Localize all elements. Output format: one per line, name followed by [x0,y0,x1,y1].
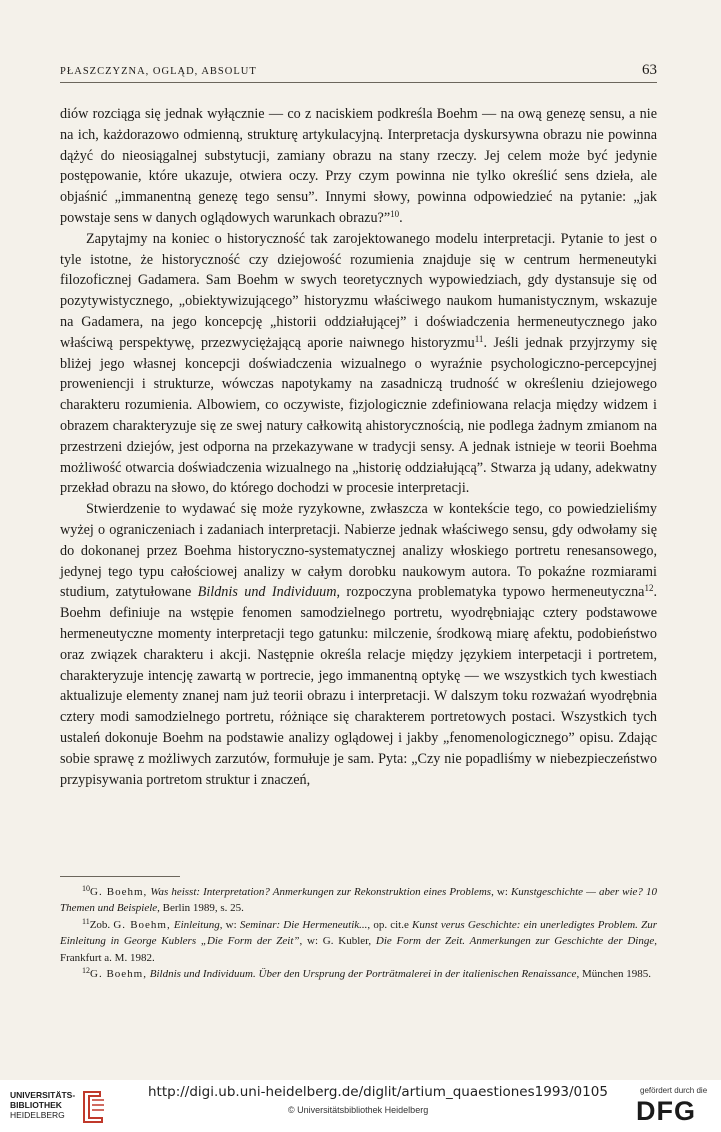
page-number: 63 [642,62,657,78]
footnote-rest: , Frankfurt a. M. 1982. [60,935,657,964]
paragraph-1 [60,104,657,229]
footnote-title: Einleitung [173,918,220,931]
footnotes [60,884,657,982]
dfg-logo[interactable] [634,1086,712,1128]
footnote-10 [60,884,657,917]
footnote-ref-10[interactable]: 10 [390,208,400,219]
library-logo[interactable] [10,1088,125,1128]
paragraph-3-text-a: Stwierdzenie to wydawać się może ryzykowne, zwłaszcza w kontekście tego, co powiedzieliśmy wyżej o ograniczeniach i zadaniach interpretacji. Nabierze jednak właściwego sensu, gdy odwołamy się do dokonanej przez Boehma historyczno-systematycznej analizy włoskiego portretu renesansowego, jedynej tego typu całościowej analizy w całym dorobku naukowym autora. To pokaźne rozmiarami studium, zatytułowane [60,501,657,601]
footnotes-rule [60,876,180,877]
paragraph-2 [60,229,657,499]
footnote-source-2: Kunst verus Geschichte: ein unerledigtes Problem. Zur Einleitung in George Kublers „Die Form der Zeit” [60,918,657,948]
footnote-source: Kunstgeschichte — aber wie? 10 Themen und Beispiele [60,886,657,915]
body-text [60,104,657,790]
running-title: PŁASZCZYZNA, OGLĄD, ABSOLUT [60,66,257,77]
footnote-prefix: Zob. [89,918,114,931]
footnote-author: G. Boehm, [90,968,147,981]
footnote-connector: , op. cit.e [367,918,413,931]
footnote-connector: , w: [219,918,240,931]
library-mark-icon [78,1088,108,1126]
library-name-line-1: UNIVERSITÄTS- [10,1090,76,1100]
paragraph-1-end: . [399,209,403,226]
footnote-rest: , Berlin 1989, s. 25. [157,902,244,915]
footnote-number: 11 [82,916,90,926]
footnote-ref-12[interactable]: 12 [644,583,654,594]
library-name-line-2: BIBLIOTHEK [10,1100,62,1110]
footnote-12 [60,966,657,982]
footer-bar [0,1080,721,1132]
footnote-number: 10 [82,884,90,893]
funder-wordmark: DFG [636,1096,696,1126]
footnote-author: G. Boehm, [90,886,148,898]
page-header [60,62,657,84]
footnote-rest: , München 1985. [576,968,651,981]
paragraph-3-text-b: , rozpoczyna problematyka typowo hermeneutyczna [336,584,645,601]
paragraph-3 [60,499,657,790]
footnote-ref-11[interactable]: 11 [474,333,484,344]
header-rule [60,82,657,83]
footnote-source: Seminar: Die Hermeneutik... [239,918,368,931]
footnote-number: 12 [82,966,90,976]
library-name [10,1090,75,1120]
footnote-source-3: Die Form der Zeit. Anmerkungen zur Geschichte der Dinge [375,935,655,948]
footnote-connector: , w: [491,886,511,898]
paragraph-2-text-a: Zapytajmy na koniec o historyczność tak zarojektowanego modelu interpretacji. Pytanie to jest o tyle istotne, że historyczność czy dziejowość rozumienia znajduje się w centrum hermeneutyki filozoficznej Gadamera. Sam Boehm w swych teoretycznych wypowiedziach, gdy dystansuje się od pozytywistycznego, „obiektywizującego” historyzmu właściwego naukom humanistycznym, wskazuje na Gadamera, na jego koncepcję „historii oddziałującej” i doświadczenia hermeneutycznego jako właściwą perspektywę, przezwyciężającą aporie naiwnego historyzmu [60,230,657,351]
paragraph-1-text: diów rozciąga się jednak wyłącznie — co z naciskiem podkreśla Boehm — na ową genezę sensu, a nie na ich, każdorazowo odmienną, strukturę artykulacyjną. Interpretacja dyskursywna obrazu nie powinna dążyć do nieosiągalnej substytucji, zamiany obrazu na stany rzeczy. Jej celem może być jedynie postępowanie, które ukazuje, otwiera oczy. Przy czym powinna nie tylko określić sens dzieła, ale objaśnić „immanentną genezę tego sensu”. Innymi słowy, powinna odpowiedzieć na pytanie: „jak powstaje sens w danych oglądowych warunkach obrazu?” [60,106,657,226]
footnote-connector: , w: G. Kubler, [299,935,376,948]
footnote-author: G. Boehm, [113,918,171,931]
library-name-line-3: HEIDELBERG [10,1110,65,1120]
footnote-11 [60,917,657,966]
copyright-notice: © Universitätsbibliothek Heidelberg [288,1105,429,1115]
funder-note: gefördert durch die [640,1086,708,1095]
paragraph-2-text-b: . Jeśli jednak przyjrzymy się bliżej jego własnej koncepcji doświadczenia wizualnego o wyraźnie psychologiczno-percepcyjnej proweniencji i strukturze, wówczas napotykamy na zasadniczą trudność w określeniu dziejowego charakteru rozumienia. Albowiem, co oczywiste, fizjologicznie zdefiniowana relacja między widzem i obrazem charakteryzuje się ze swej natury całkowitą ahistorycznością, nie podlega żadnym zmianom na przestrzeni dziejów, jest odporna na przekazywane w tradycji sensy. A jednak istnieje w teorii Boehma możliwość otwarcia doświadczenia wizualnego na „historię oddziałującą”. Stwarza ją udany, adekwatny przekład obrazu na słowo, do którego dochodzi w procesie interpretacji. [60,334,657,497]
digital-object-link[interactable]: http://digi.ub.uni-heidelberg.de/diglit/artium_quaestiones1993/0105 [148,1084,608,1100]
paragraph-3-book-title: Bildnis und Individuum [197,584,337,601]
paragraph-3-text-c: . Boehm definiuje na wstępie fenomen samodzielnego portretu, wyodrębniając cztery podstawowe hermeneutyczne momenty interpretacji tego gatunku: milczenie, środkową miarę afektu, podobieństwo oraz związek charakteru i akcji. Następnie określa relacje między językiem interpetacji i portretem, charakteryzuje intencję zawartą w portrecie, jego immanentną optykę — we wszystkich tych kwestiach aktualizuje elementy znanej nam już teorii obrazu i interpretacji. W dalszym toku rozważań wyodrębnia cztery modi samodzielnego portretu, różniące się charakterem portretowych postaci. Wszystkich tych ustaleń dokonuje Boehm na podstawie analizy oglądowej i jakby „fenomenologicznego” opisu. Zdając sobie sprawę z możliwych zarzutów, formułuje je sam. Pyta: „Czy nie popadliśmy w niebezpieczeństwo przypisywania portretom struktur i znaczeń, [60,584,658,788]
footnote-title: Was heisst: Interpretation? Anmerkungen zur Rekonstruktion eines Problems [150,886,492,898]
footnote-title: Bildnis und Individuum. Über den Ursprung der Porträtmalerei in der italienischen Renaissance [149,968,577,981]
